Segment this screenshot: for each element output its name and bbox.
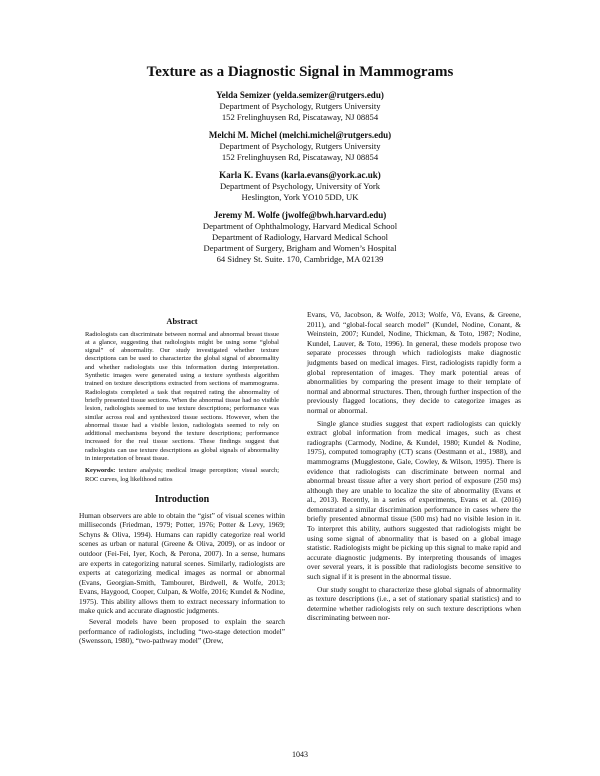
author-block	[0, 90, 600, 272]
affiliation-line: Department of Psychology, University of York	[219, 181, 381, 191]
paragraph: Evans, Võ, Jacobson, & Wolfe, 2013; Wolfe, Võ, Evans, & Greene, 2011), and “global-focal search model” (Kundel, Nodine, Conant, & Weinstein, 2007; Kundel, Nodine, Thickman, & Toto, 1987; Nodine, Kundel, Lauver, & Toto, 1996). In general, these models propose two separate processes through which radiologists make diagnostic judgments based on medical images. First, radiologists rapidly form a global representation of images. They mark potential areas of abnormalities by comparing the present image to their template of normal and abnormal structures. Then, through further inspection of the previously flagged locations, they decide to categorize images as normal or abnormal.	[307, 310, 521, 415]
paragraph: Our study sought to characterize these global signals of abnormality as texture descriptions (i.e., a set of stationary spatial statistics) and to determine whether radiologists rely on such texture descriptions when discriminating between nor-	[307, 584, 521, 623]
affiliation-line: Department of Radiology, Harvard Medical School	[211, 232, 389, 242]
affiliation-line: 152 Frelinghuysen Rd, Piscataway, NJ 08854	[221, 112, 379, 122]
author-2	[0, 130, 600, 163]
keywords	[79, 467, 285, 484]
left-column	[79, 317, 285, 646]
author-name: Melchi M. Michel (melchi.michel@rutgers.edu)	[208, 130, 392, 140]
keywords-label: Keywords:	[85, 467, 116, 475]
author-name: Jeremy M. Wolfe (jwolfe@bwh.harvard.edu)	[213, 210, 387, 220]
keywords-text: texture analysis; medical image perception; visual search; ROC curves, log likelihood ratios	[85, 467, 280, 483]
right-column	[307, 310, 521, 623]
abstract-text: Radiologists can discriminate between normal and abnormal breast tissue at a glance, suggesting that radiologists might be using some “global signal” of abnormality. Our study investigated whether texture descriptions can be used to characterize the global signal of abnormality and whether radiologists use this information during interpretation. Synthetic images were generated using a texture synthesis algorithm trained on texture descriptions extracted from sections of mammograms. Radiologists completed a task that required rating the abnormality of briefly presented tissue sections. When the abnormal tissue had no visible lesion, radiologists seemed to use texture descriptions; performance was similar across real and synthesized tissue sections. However, when the abnormal tissue had a visible lesion, radiologists seemed to rely on additional mechanisms beyond the texture descriptions; performance increased for the real tissue sections. These findings suggest that radiologists can use texture descriptions as global signals of abnormality in interpretation of breast tissue.	[85, 330, 279, 463]
affiliation-line: Department of Psychology, Rutgers University	[219, 101, 381, 111]
affiliation-line: 64 Sidney St. Suite. 170, Cambridge, MA 02139	[216, 254, 384, 264]
paragraph: Several models have been proposed to explain the search performance of radiologists, including “two-stage detection model” (Swensson, 1980), “two-pathway model” (Drew,	[79, 617, 285, 646]
affiliation-line: 152 Frelinghuysen Rd, Piscataway, NJ 08854	[221, 152, 379, 162]
paragraph: Single glance studies suggest that expert radiologists can quickly extract global information from medical images, such as chest radiographs (Carmody, Nodine, & Kundel, 1980; Kundel & Nodine, 1975), computed tomography (CT) scans (Oestmann et al., 1988), and mammograms (Mugglestone, Gale, Cowley, & Wilson, 1995). There is evidence that radiologists can discriminate between normal and abnormal breast tissue after a very short period of exposure (250 ms) although they are unable to localize the site of abnormality (Evans et al., 2013). Recently, in a series of experiments, Evans et al. (2016) demonstrated a similar discrimination performance in cases where the briefly presented abnormal tissue (500 ms) had no visible lesion in it. To interpret this ability, authors suggested that radiologists might be using some signal of abnormality that is based on a global image statistic. Radiologists might be picking up this signal to make rapid and accurate diagnostic judgments. By interpreting thousands of images over several years, it is possible that radiologists become sensitive to such signal if it is present in the abnormal tissue.	[307, 418, 521, 582]
author-3	[0, 170, 600, 203]
author-name: Karla K. Evans (karla.evans@york.ac.uk)	[219, 170, 381, 180]
affiliation-line: Department of Surgery, Brigham and Women’s Hospital	[203, 243, 397, 253]
affiliation-line: Department of Psychology, Rutgers University	[219, 141, 381, 151]
paper-title: Texture as a Diagnostic Signal in Mammograms	[146, 64, 454, 80]
abstract-heading: Abstract	[166, 317, 198, 326]
affiliation-line: Heslington, York YO10 5DD, UK	[241, 192, 359, 202]
author-4	[0, 210, 600, 265]
paragraph: Human observers are able to obtain the “gist” of visual scenes within milliseconds (Friedman, 1979; Potter, 1976; Potter & Levy, 1969; Schyns & Oliva, 1994). Humans can rapidly categorize real world scenes as urban or natural (Greene & Oliva, 2009), or as indoor or outdoor (Fei-Fei, Iyer, Koch, & Perona, 2007). In a sense, humans are experts in categorizing natural scenes. Similarly, radiologists are experts at categorizing medical images as normal or abnormal (Evans, Georgian-Smith, Tambouret, Birdwell, & Wolfe, 2013; Evans, Haygood, Cooper, Culpan, & Wolfe, 2016; Kundel & Nodine, 1975). This ability allows them to extract necessary information to make quick and accurate diagnostic judgments.	[79, 510, 285, 616]
page-number: 1043	[292, 750, 308, 759]
author-1	[0, 90, 600, 123]
introduction-heading: Introduction	[154, 493, 210, 505]
author-name: Yelda Semizer (yelda.semizer@rutgers.edu)	[216, 90, 384, 100]
affiliation-line: Department of Ophthalmology, Harvard Medical School	[202, 221, 398, 231]
